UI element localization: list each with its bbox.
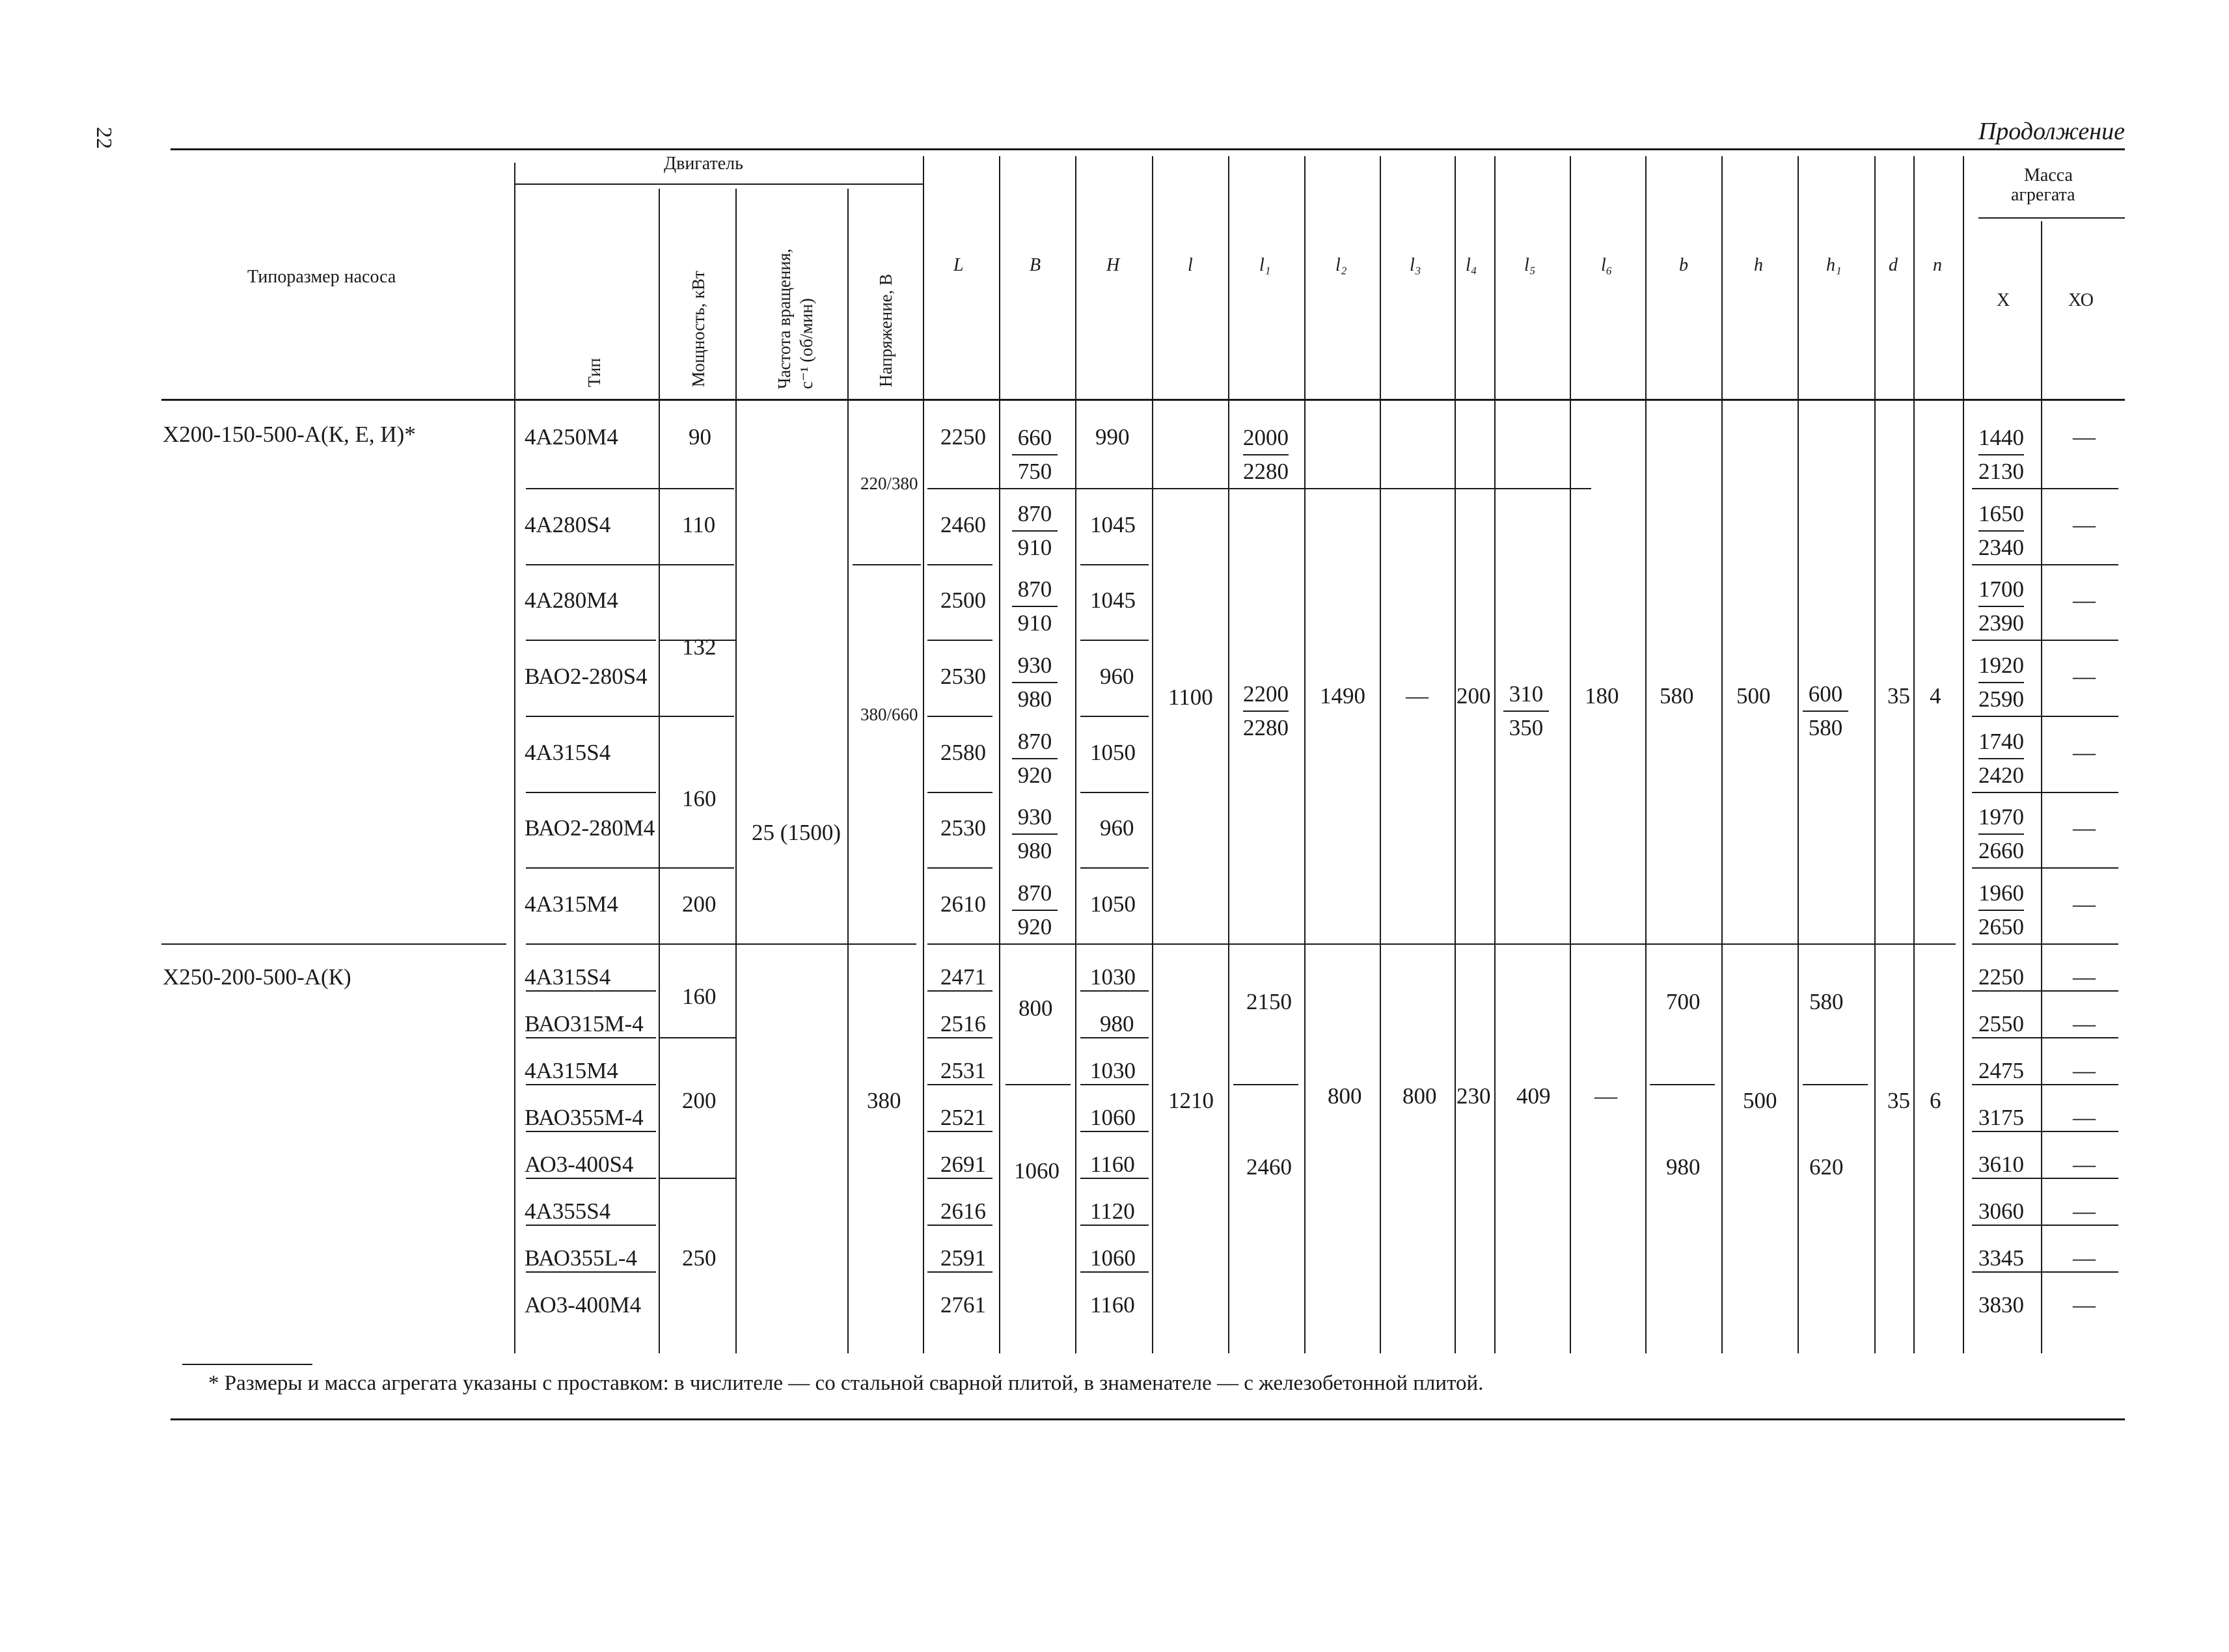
dim-l: 1100 [1168,684,1213,710]
dim-l1-fraction: $\frac{2000}{2280}$ [1243,422,1289,488]
dim-B-fraction: $\frac{930}{980}$ [1012,649,1058,716]
dim-H: 1030 [1090,964,1136,990]
footnote-rule [182,1364,312,1365]
dim-B: 1060 [1014,1158,1060,1184]
dim-L: 2531 [940,1058,986,1083]
mass-fraction: $\frac{1960}{2650}$ [1978,877,2024,943]
dim-H: 1050 [1090,740,1136,765]
header-l: l [1188,255,1193,275]
rotation-speed: 25 (1500) [752,820,841,845]
dim-L: 2516 [940,1011,986,1036]
header-motor-group: Двигатель [664,154,743,174]
bottom-rule [171,1418,2125,1420]
dim-h1: 580 [1809,989,1844,1014]
dim-H: 1045 [1090,588,1136,613]
header-l1: l₁ [1259,255,1271,275]
dim-l: 1210 [1168,1088,1214,1113]
mass-xo: — [2073,815,2096,841]
header-mass-xo: ХО [2068,290,2094,310]
header-pump: Типоразмер насоса [247,267,396,287]
mass-xo: — [2073,1105,2096,1130]
dim-l2: 1490 [1320,683,1365,709]
header-h: h [1754,255,1763,275]
dim-B-fraction: $\frac{870}{920}$ [1012,877,1058,943]
mass-xo: — [2073,588,2096,613]
mass-xo: — [2073,964,2096,990]
header-power: Мощность, кВт [689,271,708,387]
dim-L: 2530 [940,815,986,841]
dim-l3: — [1406,683,1429,709]
dim-H: 980 [1100,1011,1134,1036]
dim-L: 2471 [940,964,986,990]
mass-group-rule [1978,217,2125,219]
dim-d: 35 [1887,683,1910,709]
dim-l1: 2150 [1246,989,1292,1014]
motor-type: ВАО355L-4 [525,1245,637,1271]
dim-H: 990 [1095,424,1130,450]
mass-xo: — [2073,512,2096,537]
header-L: L [953,255,964,275]
dim-l4: 200 [1456,683,1491,709]
dim-L: 2250 [940,424,986,450]
motor-type: 4А315S4 [525,740,611,765]
header-l5: l₅ [1524,255,1536,275]
mass-fraction: $\frac{1970}{2660}$ [1978,801,2024,867]
header-speed-2: с⁻¹ (об/мин) [797,298,816,389]
dim-B-fraction: $\frac{870}{920}$ [1012,725,1058,792]
mass-x: 3175 [1978,1105,2024,1130]
dim-H: 1045 [1090,512,1136,537]
dim-H: 960 [1100,664,1134,689]
mass-fraction: $\frac{1920}{2590}$ [1978,649,2024,716]
header-d: d [1889,255,1898,275]
dim-n: 6 [1930,1088,1941,1113]
dim-h1: 620 [1809,1154,1844,1180]
dim-l5-fraction: $\frac{310}{350}$ [1503,678,1549,744]
header-speed-1: Частота вращения, [774,248,794,389]
dim-H: 1160 [1090,1152,1135,1177]
header-mass-1: Масса [2024,165,2073,185]
dim-H: 1160 [1090,1292,1135,1318]
header-H: H [1106,255,1120,275]
dim-b: 980 [1666,1154,1701,1180]
dim-H: 1060 [1090,1105,1136,1130]
dim-L: 2530 [940,664,986,689]
dim-B-fraction: $\frac{870}{910}$ [1012,573,1058,640]
dim-l3: 800 [1402,1083,1437,1109]
header-rule [161,399,2125,401]
dim-B: 800 [1019,995,1053,1021]
motor-power: 200 [682,891,717,917]
mass-fraction: $\frac{1650}{2340}$ [1978,498,2024,564]
dim-H: 1060 [1090,1245,1136,1271]
motor-type: ВАО355М-4 [525,1105,644,1130]
motor-type: 4А280М4 [525,588,618,613]
dim-l2: 800 [1328,1083,1362,1109]
header-h1: h₁ [1826,255,1842,275]
footnote: * Размеры и масса агрегата указаны с проставком: в числителе — со стальной сварной плитой, в знаменателе — с железобетонной плитой. [208,1372,1484,1395]
header-b: b [1679,255,1688,275]
motor-type: АО3-400М4 [525,1292,642,1318]
dim-n: 4 [1930,683,1941,709]
motor-power: 90 [689,424,711,450]
motor-type: ВАО315М-4 [525,1011,644,1036]
motor-type: 4А355S4 [525,1198,611,1224]
top-rule [171,148,2125,150]
motor-power: 160 [682,786,717,811]
motor-type: ВАО2-280М4 [525,815,655,841]
mass-x: 3345 [1978,1245,2024,1271]
dim-B-fraction: $\frac{930}{980}$ [1012,801,1058,867]
dim-l5: 409 [1516,1083,1551,1109]
mass-x: 3610 [1978,1152,2024,1177]
pump-size-2: Х250-200-500-А(К) [163,964,351,990]
dim-L: 2761 [940,1292,986,1318]
mass-x: 3830 [1978,1292,2024,1318]
dim-L: 2691 [940,1152,986,1177]
motor-group-rule [514,183,923,185]
header-B: B [1030,255,1041,275]
voltage-a: 220/380 [860,474,918,493]
mass-xo: — [2073,664,2096,689]
voltage: 380 [867,1088,901,1113]
l1-rule [1233,488,1298,489]
mass-x: 2475 [1978,1058,2024,1083]
dim-L: 2591 [940,1245,986,1271]
mass-fraction: $\frac{1440}{2130}$ [1978,422,2024,488]
dim-L: 2521 [940,1105,986,1130]
header-type: Тип [584,358,604,387]
dim-b: 700 [1666,989,1701,1014]
page-number: 22 [92,127,116,149]
dim-H: 1030 [1090,1058,1136,1083]
motor-type: ВАО2-280S4 [525,664,648,689]
dim-B-fraction: $\frac{660}{750}$ [1012,422,1058,488]
continuation-label: Продолжение [1978,118,2125,145]
header-mass-x: Х [1997,290,2010,310]
dim-h1-fraction: $\frac{600}{580}$ [1803,678,1848,744]
motor-power: 250 [682,1245,717,1271]
dim-L: 2500 [940,588,986,613]
header-l6: l₆ [1601,255,1613,275]
pump-size-1: Х200-150-500-А(К, Е, И)* [163,422,416,447]
mass-xo: — [2073,1292,2096,1318]
motor-type: 4А315S4 [525,964,611,990]
motor-type: 4А315М4 [525,891,618,917]
motor-power: 110 [682,512,716,537]
mass-xo: — [2073,1198,2096,1224]
mass-x: 3060 [1978,1198,2024,1224]
mass-xo: — [2073,1011,2096,1036]
dim-L: 2580 [940,740,986,765]
dim-h: 500 [1736,683,1771,709]
mass-fraction: $\frac{1740}{2420}$ [1978,725,2024,792]
motor-power: 160 [682,984,717,1009]
motor-type: 4А280S4 [525,512,611,537]
mass-xo: — [2073,424,2096,450]
motor-type: 4А315М4 [525,1058,618,1083]
header-l3: l₃ [1410,255,1421,275]
dim-L: 2610 [940,891,986,917]
header-mass-2: агрегата [2011,185,2075,205]
mass-xo: — [2073,740,2096,765]
header-l4: l₄ [1466,255,1477,275]
mass-xo: — [2073,1058,2096,1083]
dim-h: 500 [1743,1088,1777,1113]
dim-L: 2460 [940,512,986,537]
dim-l1-fraction: $\frac{2200}{2280}$ [1243,678,1289,744]
mass-xo: — [2073,1245,2096,1271]
mass-x: 2250 [1978,964,2024,990]
dim-l6: — [1594,1083,1617,1109]
header-l2: l₂ [1335,255,1347,275]
motor-type: 4А250М4 [525,424,618,450]
dim-l4: 230 [1456,1083,1491,1109]
mass-fraction: $\frac{1700}{2390}$ [1978,573,2024,640]
dim-H: 1050 [1090,891,1136,917]
mass-xo: — [2073,891,2096,917]
header-voltage: Напряжение, В [876,273,896,387]
dim-l6: 180 [1585,683,1619,709]
dim-H: 1120 [1090,1198,1135,1224]
motor-power: 200 [682,1088,717,1113]
motor-type: АО3-400S4 [525,1152,634,1177]
mass-x: 2550 [1978,1011,2024,1036]
dim-d: 35 [1887,1088,1910,1113]
dim-H: 960 [1100,815,1134,841]
motor-power: 132 [682,634,717,660]
dim-B-fraction: $\frac{870}{910}$ [1012,498,1058,564]
voltage-b: 380/660 [860,705,918,724]
mass-xo: — [2073,1152,2096,1177]
dim-b: 580 [1660,683,1694,709]
dim-L: 2616 [940,1198,986,1224]
dim-l1: 2460 [1246,1154,1292,1180]
header-n: n [1933,255,1942,275]
